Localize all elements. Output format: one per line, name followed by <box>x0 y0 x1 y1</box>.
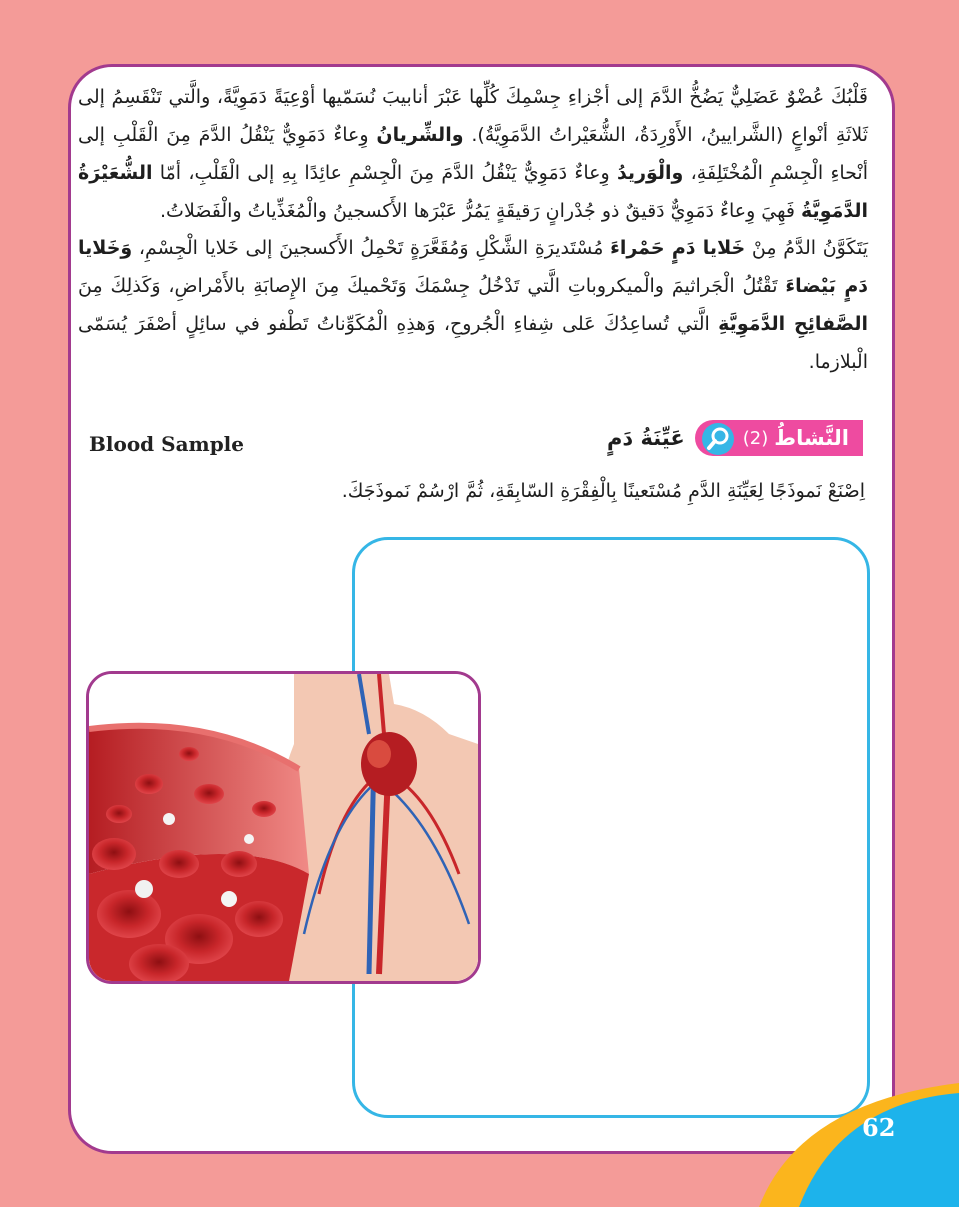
activity-label: النَّشاطُ <box>774 426 849 450</box>
text-segment: مُسْتَديرَةِ الشَّكْلِ وَمُقَعَّرَةٍ تَحْمِلُ الأَكسجينَ إلى خَلايا الْجِسْمِ، <box>138 237 604 259</box>
term-vein: والْوَريدُ <box>616 162 684 184</box>
page-number: 62 <box>862 1113 896 1142</box>
activity-english-title: Blood Sample <box>89 432 244 456</box>
magnifier-icon <box>701 422 735 456</box>
term-capillary: الشُّعَيْرَةُ الدَّمَوِيَّةُ <box>78 162 868 222</box>
text-segment: فَهِيَ وِعاءٌ دَمَوِيٌّ دَقيقٌ ذو جُدْرانٍ رَقيقَةٍ يَمُرُّ عَبْرَها الأَكسجينُ والْمُغَذِّياتُ والْفَضَلاتُ. <box>160 200 795 222</box>
text-segment: يَتَكَوَّنُ الدَّمُ مِنْ <box>751 237 869 259</box>
term-artery: والشِّريانُ <box>376 124 464 146</box>
term-platelets: الصَّفائِحِ الدَّمَوِيَّةِ <box>718 313 869 335</box>
activity-badge <box>695 420 863 456</box>
text-segment: وِعاءٌ دَمَوِيٌّ يَنْقُلُ الدَّمَ مِنَ الْجِسْمِ عائِدًا بِهِ إلى الْقَلْبِ، أمّا <box>159 162 610 184</box>
paragraph-blood-vessels <box>78 78 868 230</box>
text-segment: الَّتي تُساعِدُكَ عَلى شِفاءِ الْجُروحِ، وَهذِهِ الْمُكَوِّناتُ تَطْفو في سائِلٍ أصْفَرَ يُسَمّى الْبلازما. <box>78 313 868 373</box>
activity-header <box>607 418 863 458</box>
text-segment: قَلْبُكَ عُضْوٌ عَضَلِيٌّ يَضُخُّ الدَّمَ إلى أجْزاءِ جِسْمِكَ كُلِّها عَبْرَ أنابيبَ نُسَمّيها أوْعِيَةً دَمَوِيَّةً، والَّتي تَنْقَسِمُ إلى ثَلاثَةِ أنْواعٍ (الشَّرايينُ، الأَوْرِدَةُ، الشُّعَيْراتُ الدَّمَوِيَّةُ). <box>78 86 868 146</box>
page-corner-decoration <box>759 1083 959 1207</box>
activity-title: عَيِّنَةُ دَمٍ <box>607 426 685 450</box>
paragraph-blood-components <box>78 229 868 381</box>
text-segment: تَقْتُلُ الْجَراثيمَ والْميكروباتِ الَّتي تَدْخُلُ جِسْمَكَ وَتَحْميكَ مِنَ الإِصابَةِ بالأَمْراضِ، وَكَذلِكَ مِنَ <box>78 275 778 297</box>
term-white-blood-cells: وَخَلايا دَمٍ بَيْضاءَ <box>78 237 868 297</box>
blood-circulation-illustration <box>86 671 481 984</box>
activity-instruction: اِصْنَعْ نَموذَجًا لِعَيِّنَةِ الدَّمِ مُسْتَعينًا بِالْفِقْرَةِ السّابِقَةِ، ثُمَّ ارْسُمْ نَموذَجَكَ. <box>341 480 865 502</box>
activity-number: (2) <box>742 427 769 449</box>
term-red-blood-cells: خَلايا دَمٍ حَمْراءَ <box>610 237 746 259</box>
text-segment: وِعاءٌ دَمَوِيٌّ يَنْقُلُ الدَّمَ مِنَ الْقَلْبِ إلى أنْحاءِ الْجِسْمِ الْمُخْتَلِفَةِ، <box>78 124 868 184</box>
